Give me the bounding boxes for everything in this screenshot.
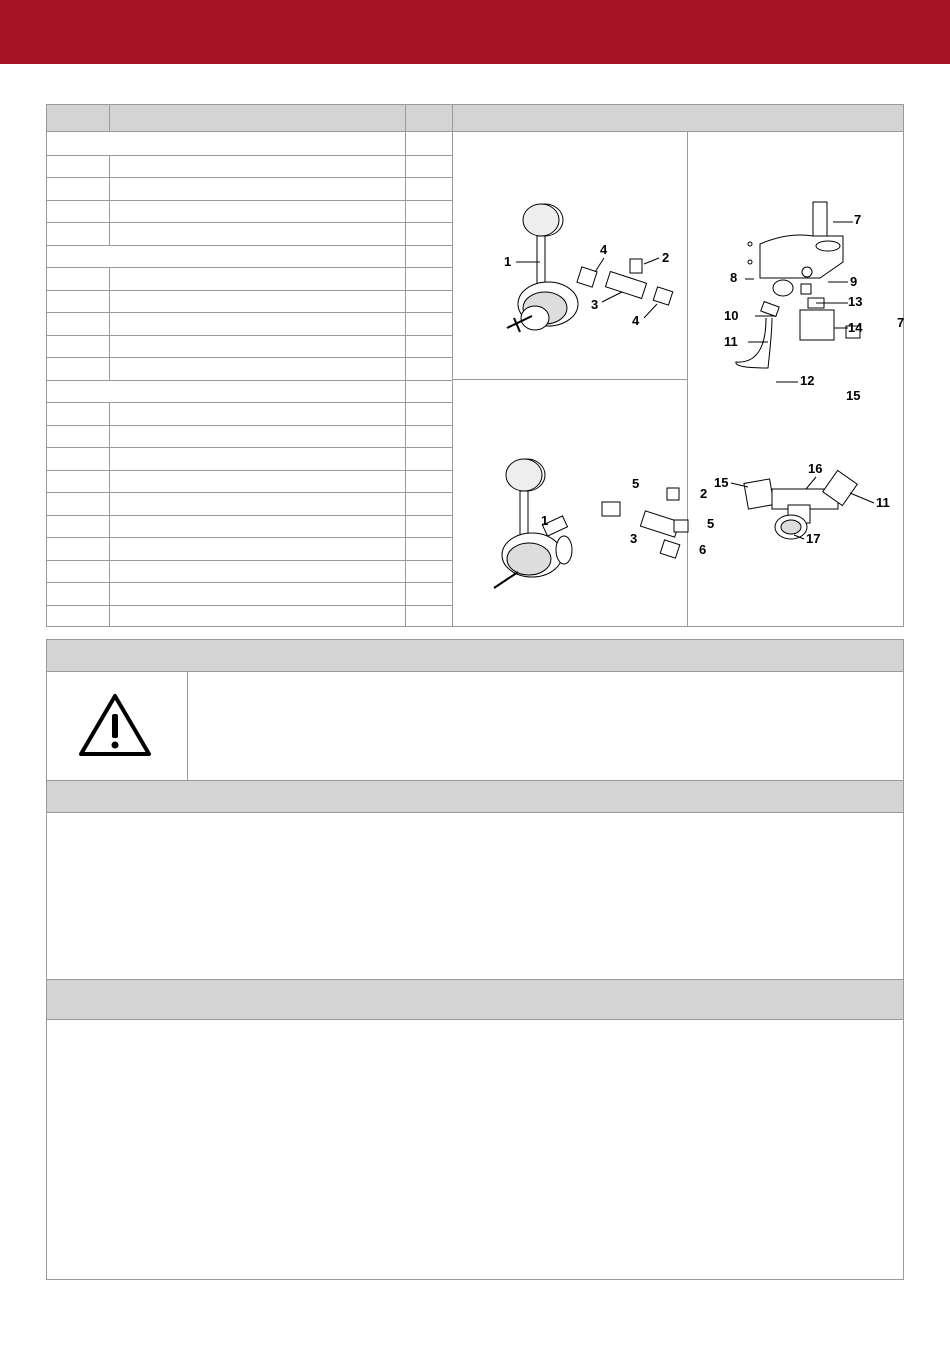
callout-label: 5 [632, 476, 640, 491]
table-row-divider [47, 380, 452, 381]
brand-header-band [0, 0, 950, 64]
callout-label: 17 [806, 531, 821, 546]
callout-label: 12 [800, 373, 815, 388]
callout-label: 1 [504, 254, 512, 269]
table-row-divider [47, 177, 452, 178]
table-row-divider [47, 290, 452, 291]
figure-regulator-assembly-a [452, 132, 687, 379]
warning-section-header [47, 640, 903, 672]
table-row-divider [47, 560, 452, 561]
table-row-divider [47, 447, 452, 448]
callout-label: 16 [808, 461, 823, 476]
table-row-divider [47, 155, 452, 156]
table-row-divider [47, 492, 452, 493]
callout-label: 4 [632, 313, 640, 328]
callout-label: 9 [850, 274, 858, 289]
callout-label: 13 [848, 294, 863, 309]
item-number-column-divider [109, 155, 110, 245]
callout-label: 15 [846, 388, 861, 403]
callout-label: 15 [714, 475, 729, 490]
table-row-divider [47, 267, 452, 268]
column-divider-qty [405, 105, 406, 627]
callout-label: 5 [707, 516, 715, 531]
callout-label: 2 [662, 250, 670, 265]
figure-manifold-fittings [688, 445, 903, 595]
warning-triangle-icon [77, 692, 153, 758]
callout-label: 7 [897, 315, 905, 330]
parts-table [46, 104, 904, 627]
callout-label: 6 [699, 542, 707, 557]
callout-label: 2 [700, 486, 708, 501]
callout-label: 14 [848, 320, 863, 335]
callout-label: 1 [541, 513, 549, 528]
header-divider [109, 105, 110, 132]
table-row-divider [47, 605, 452, 606]
info-section-2-header [47, 980, 903, 1020]
info-section-1-header [47, 781, 903, 813]
callout-label: 8 [730, 270, 738, 285]
table-row-divider [47, 312, 452, 313]
table-row-divider [47, 515, 452, 516]
callout-label: 3 [630, 531, 638, 546]
table-row-divider [47, 537, 452, 538]
table-row-divider [47, 582, 452, 583]
parts-table-header [47, 105, 903, 132]
callout-label: 7 [854, 212, 862, 227]
table-row-divider [47, 425, 452, 426]
callout-label: 11 [876, 495, 890, 510]
warning-section [46, 639, 904, 781]
item-number-column-divider [109, 402, 110, 627]
table-row-divider [47, 335, 452, 336]
callout-label: 10 [724, 308, 739, 323]
info-section-1 [46, 780, 904, 980]
table-row-divider [47, 470, 452, 471]
table-row-divider [47, 245, 452, 246]
callout-label: 11 [724, 334, 738, 349]
table-row-divider [47, 402, 452, 403]
table-row-divider [47, 222, 452, 223]
figure-filter-regulator-callouts [688, 132, 903, 402]
callout-label: 3 [591, 297, 599, 312]
table-row-divider [47, 200, 452, 201]
item-number-column-divider [109, 267, 110, 380]
warning-icon-divider [187, 672, 188, 780]
callout-label: 4 [600, 242, 608, 257]
figure-regulator-assembly-b [452, 380, 715, 627]
info-section-2 [46, 979, 904, 1280]
table-row-divider [47, 357, 452, 358]
